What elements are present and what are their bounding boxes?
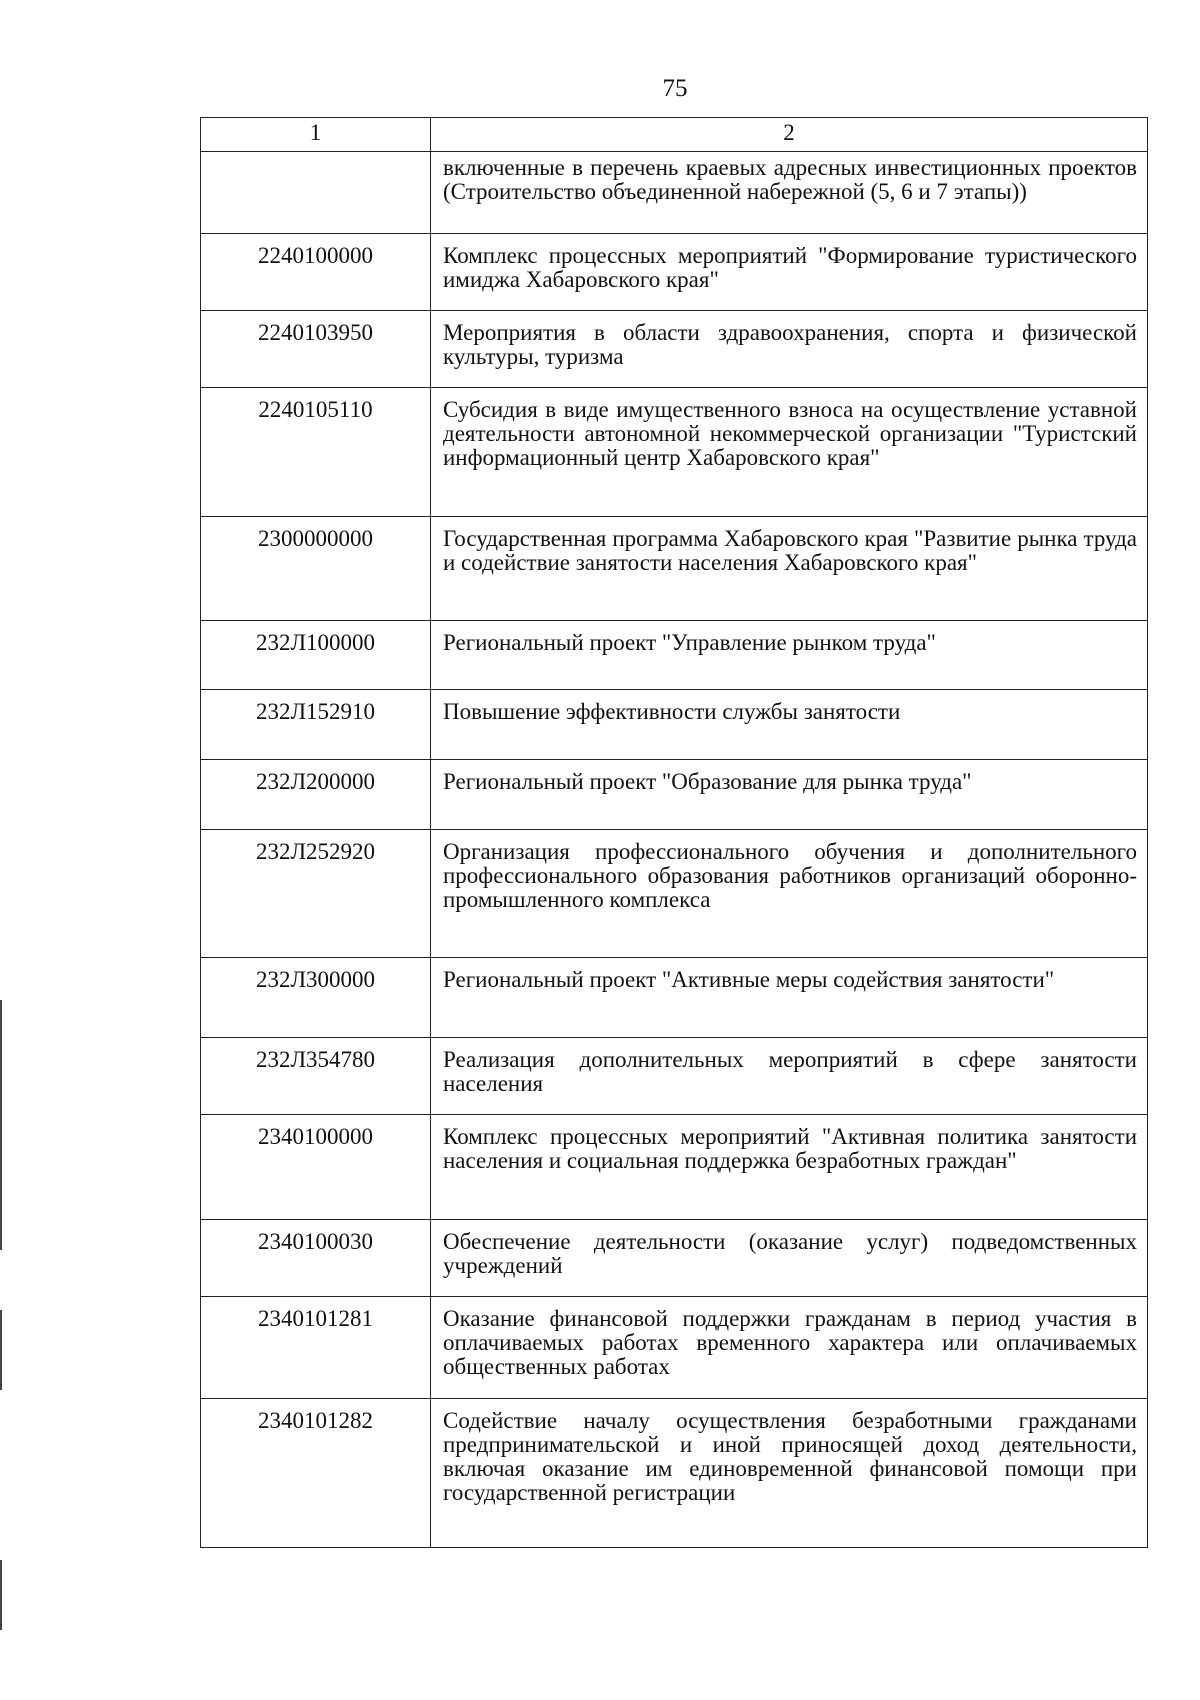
row-description: включенные в перечень краевых адресных инвестиционных проектов (Строительство объединенной набережной (5, 6 и 7 этапы)) [431, 152, 1148, 234]
row-description: Содействие началу осуществления безработными гражданами предпринимательской и иной приносящей доход деятельности, включая оказание им единовременной финансовой помощи при государственной регистрации [431, 1399, 1148, 1548]
table-row [201, 830, 1148, 958]
row-code: 2300000000 [201, 517, 431, 621]
table-row [201, 234, 1148, 311]
table-row [201, 517, 1148, 621]
scan-edge-mark [0, 1000, 2, 1250]
row-code: 2240103950 [201, 311, 431, 388]
table-row [201, 1220, 1148, 1297]
row-code: 2340101282 [201, 1399, 431, 1548]
table-row [201, 958, 1148, 1038]
table-row [201, 1297, 1148, 1399]
scan-edge-mark [0, 1560, 2, 1630]
budget-codes-table [200, 117, 1148, 1548]
table-row [201, 690, 1148, 760]
row-code: 2340101281 [201, 1297, 431, 1399]
row-description: Повышение эффективности службы занятости [431, 690, 1148, 760]
table-row [201, 152, 1148, 234]
row-description: Региональный проект "Образование для рынка труда" [431, 760, 1148, 830]
page-number: 75 [662, 75, 688, 102]
row-description: Мероприятия в области здравоохранения, спорта и физической культуры, туризма [431, 311, 1148, 388]
row-code: 232Л100000 [201, 621, 431, 690]
row-code: 232Л200000 [201, 760, 431, 830]
table-row [201, 311, 1148, 388]
row-description: Комплекс процессных мероприятий "Формирование туристического имиджа Хабаровского края" [431, 234, 1148, 311]
row-code: 232Л300000 [201, 958, 431, 1038]
row-description: Оказание финансовой поддержки гражданам в период участия в оплачиваемых работах временного характера или оплачиваемых общественных работах [431, 1297, 1148, 1399]
column-header-2: 2 [431, 118, 1148, 152]
row-code: 232Л152910 [201, 690, 431, 760]
row-description: Обеспечение деятельности (оказание услуг) подведомственных учреждений [431, 1220, 1148, 1297]
row-description: Реализация дополнительных мероприятий в сфере занятости населения [431, 1038, 1148, 1115]
row-description: Комплекс процессных мероприятий "Активная политика занятости населения и социальная поддержка безработных граждан" [431, 1115, 1148, 1220]
table-row [201, 1038, 1148, 1115]
row-description: Государственная программа Хабаровского края "Развитие рынка труда и содействие занятости населения Хабаровского края" [431, 517, 1148, 621]
row-code: 232Л252920 [201, 830, 431, 958]
row-description: Региональный проект "Активные меры содействия занятости" [431, 958, 1148, 1038]
table-header-row [201, 118, 1148, 152]
row-code: 2240105110 [201, 388, 431, 517]
table-body [201, 152, 1148, 1548]
table-row [201, 621, 1148, 690]
row-code: 2240100000 [201, 234, 431, 311]
row-code: 2340100000 [201, 1115, 431, 1220]
table-row [201, 760, 1148, 830]
row-code [201, 152, 431, 234]
table-row [201, 1399, 1148, 1548]
column-header-1: 1 [201, 118, 431, 152]
table-row [201, 388, 1148, 517]
row-description: Организация профессионального обучения и дополнительного профессионального образования работников организаций оборонно-промышленного комплекса [431, 830, 1148, 958]
row-code: 2340100030 [201, 1220, 431, 1297]
row-code: 232Л354780 [201, 1038, 431, 1115]
table-row [201, 1115, 1148, 1220]
row-description: Субсидия в виде имущественного взноса на осуществление уставной деятельности автономной некоммерческой организации "Туристский информационный центр Хабаровского края" [431, 388, 1148, 517]
scan-edge-mark [0, 1310, 2, 1390]
row-description: Региональный проект "Управление рынком труда" [431, 621, 1148, 690]
